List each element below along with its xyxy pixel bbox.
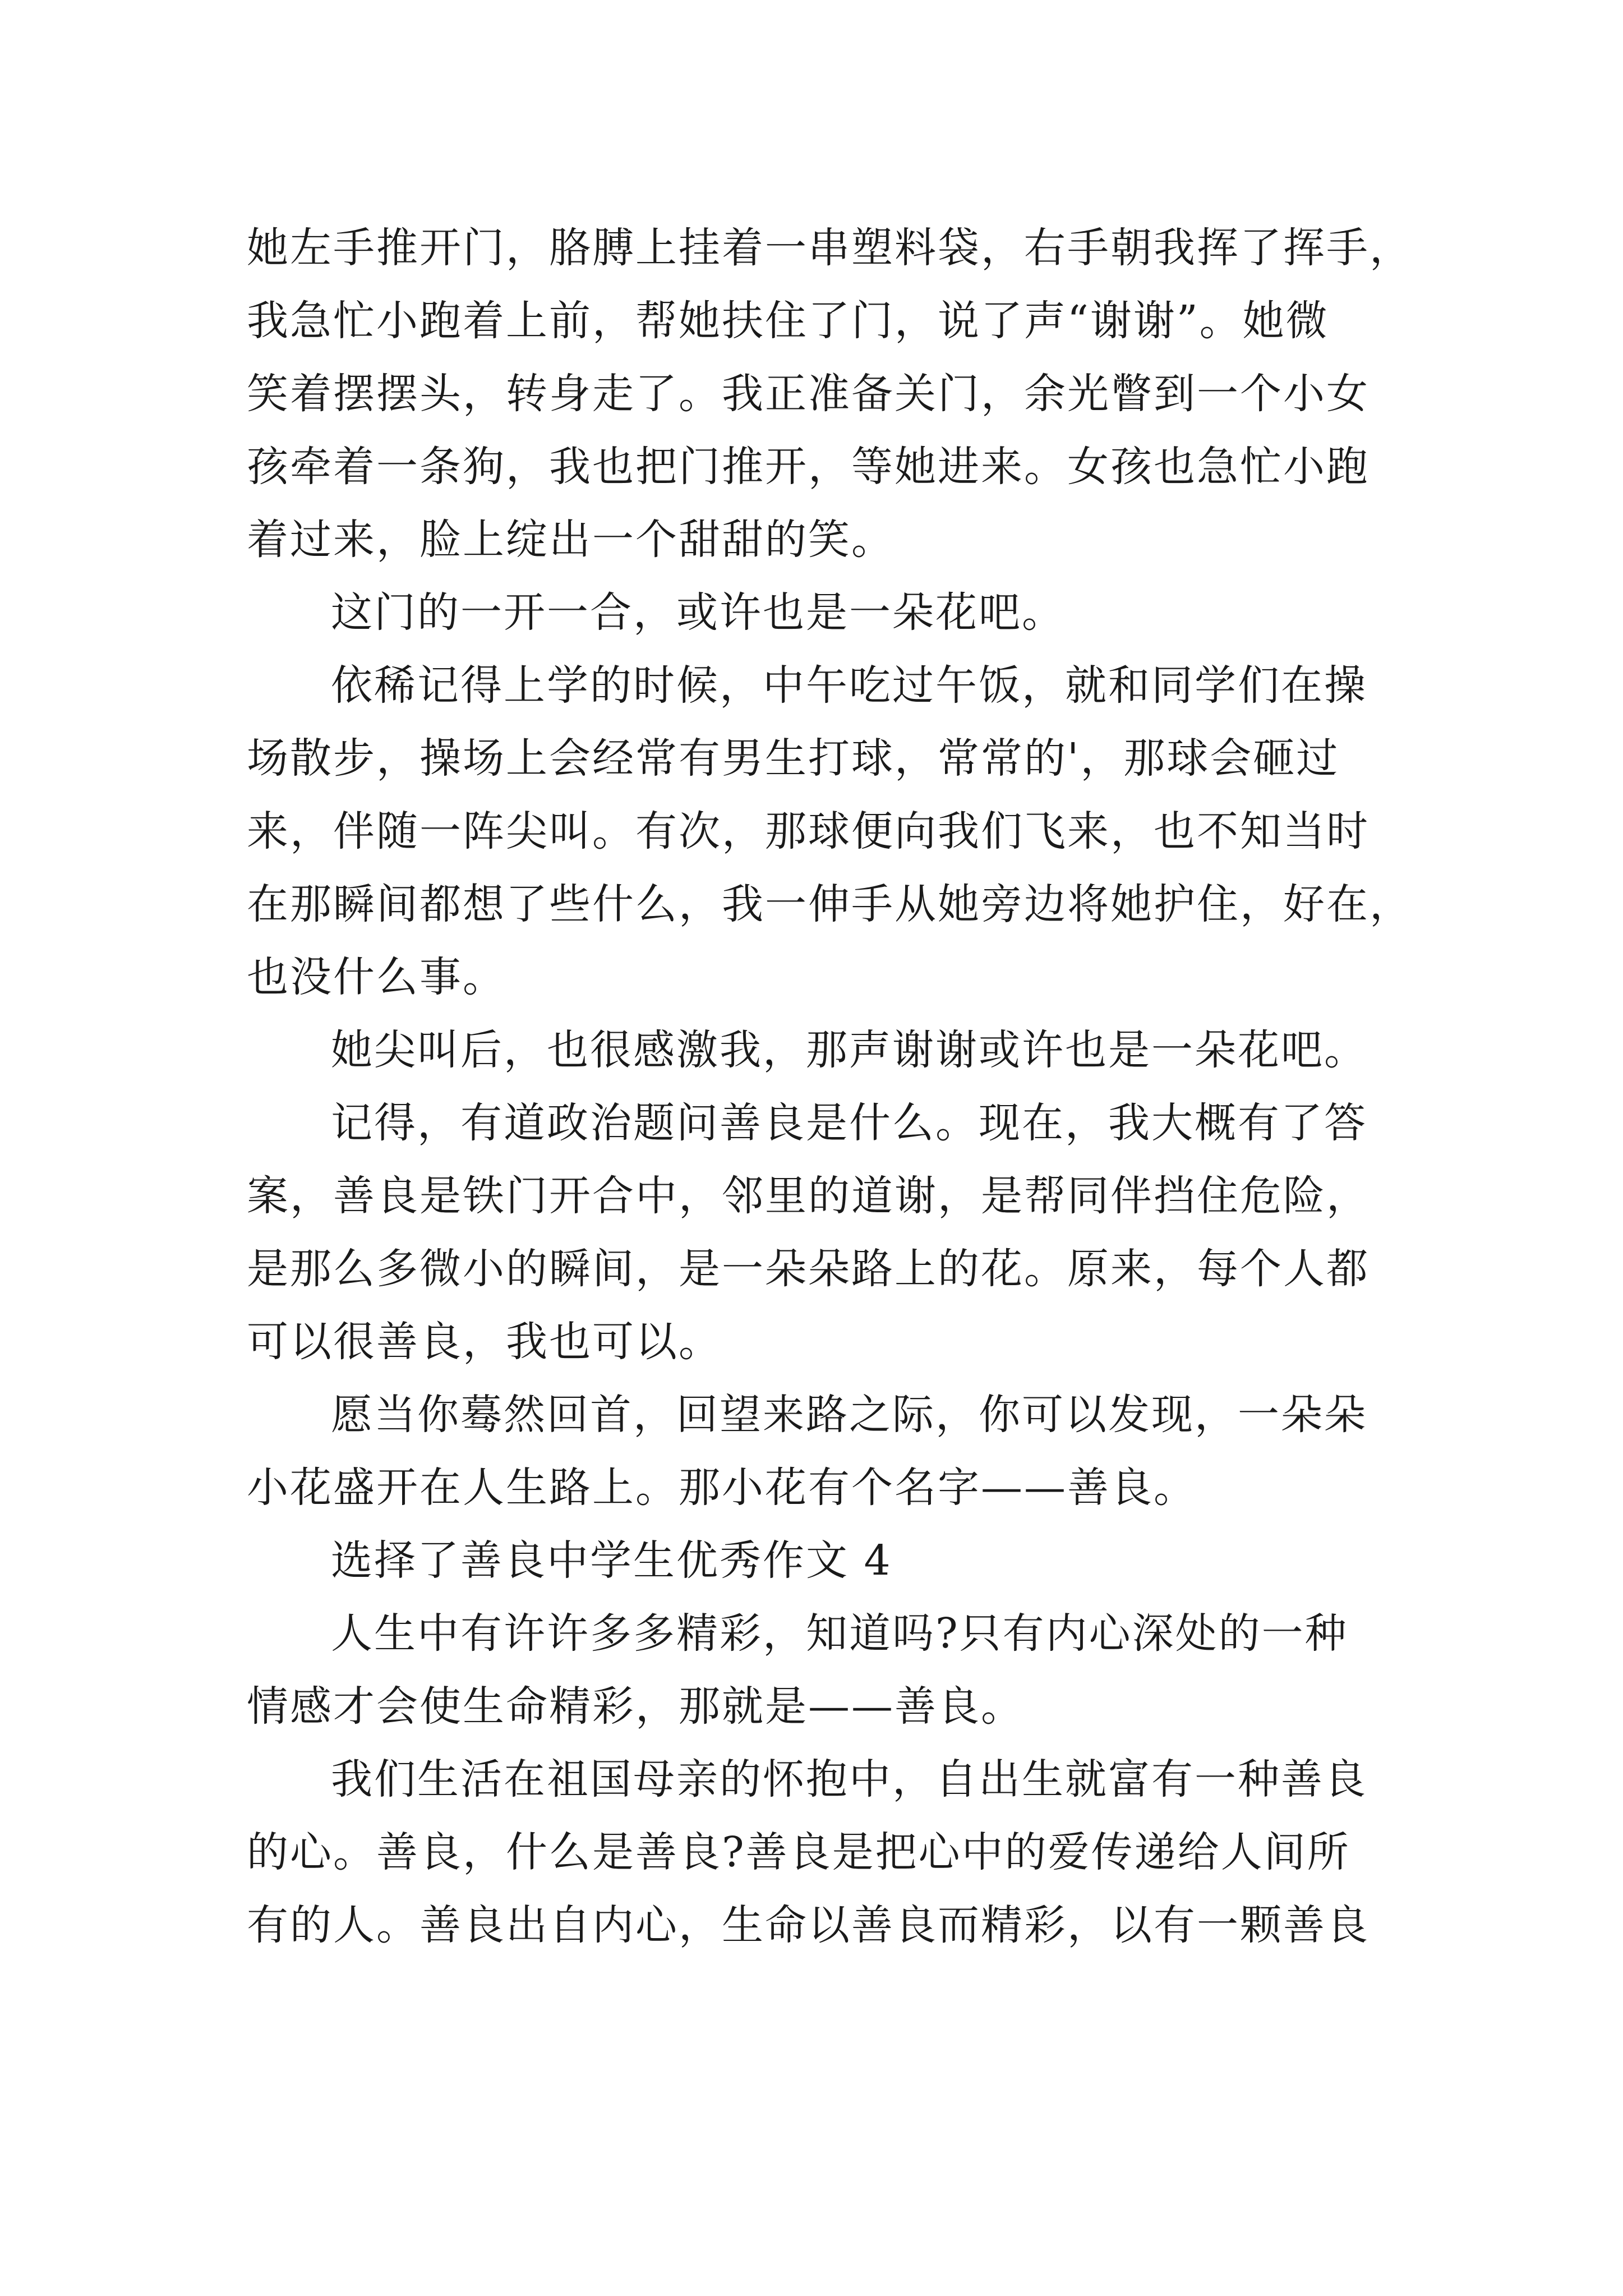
paragraph-start: 我们生活在祖国母亲的怀抱中，自出生就富有一种善良 — [331, 1755, 1367, 1803]
text-line: 在那瞬间都想了些什么，我一伸手从她旁边将她护住，好在， — [247, 880, 1413, 928]
text-line: 也没什么事。 — [247, 953, 506, 1001]
text-line: 有的人。善良出自内心，生命以善良而精彩，以有一颗善良 — [247, 1901, 1370, 1949]
text-line: 是那么多微小的瞬间，是一朵朵路上的花。原来，每个人都 — [247, 1245, 1370, 1293]
text-line: 来，伴随一阵尖叫。有次，那球便向我们飞来，也不知当时 — [247, 807, 1370, 855]
paragraph-start: 她尖叫后，也很感激我，那声谢谢或许也是一朵花吧。 — [331, 1026, 1367, 1074]
text-line: 孩牵着一条狗，我也把门推开，等她进来。女孩也急忙小跑 — [247, 443, 1370, 491]
paragraph-start: 人生中有许许多多精彩，知道吗?只有内心深处的一种 — [331, 1609, 1348, 1658]
text-line: 可以很善良，我也可以。 — [247, 1318, 722, 1366]
text-line: 小花盛开在人生路上。那小花有个名字——善良。 — [247, 1464, 1197, 1512]
text-line: 着过来，脸上绽出一个甜甜的笑。 — [247, 516, 895, 564]
text-line: 案，善良是铁门开合中，邻里的道谢，是帮同伴挡住危险， — [247, 1172, 1370, 1220]
paragraph-start: 这门的一开一合，或许也是一朵花吧。 — [331, 588, 1065, 637]
paragraph-start: 愿当你蓦然回首，回望来路之际，你可以发现，一朵朵 — [331, 1391, 1367, 1439]
section-title: 选择了善良中学生优秀作文 4 — [331, 1536, 892, 1585]
text-line: 情感才会使生命精彩，那就是——善良。 — [247, 1682, 1024, 1731]
text-line: 笑着摆摆头，转身走了。我正准备关门，余光瞥到一个小女 — [247, 370, 1370, 418]
text-line: 场散步，操场上会经常有男生打球，常常的'，那球会砸过 — [247, 734, 1340, 783]
paragraph-start: 依稀记得上学的时候，中午吃过午饭，就和同学们在操 — [331, 661, 1367, 710]
text-line: 我急忙小跑着上前，帮她扶住了门，说了声“谢谢”。她微 — [247, 297, 1329, 345]
text-line: 的心。善良，什么是善良?善良是把心中的爱传递给人间所 — [247, 1828, 1350, 1876]
text-line: 她左手推开门，胳膊上挂着一串塑料袋，右手朝我挥了挥手， — [247, 224, 1413, 272]
paragraph-start: 记得，有道政治题问善良是什么。现在，我大概有了答 — [331, 1099, 1367, 1147]
